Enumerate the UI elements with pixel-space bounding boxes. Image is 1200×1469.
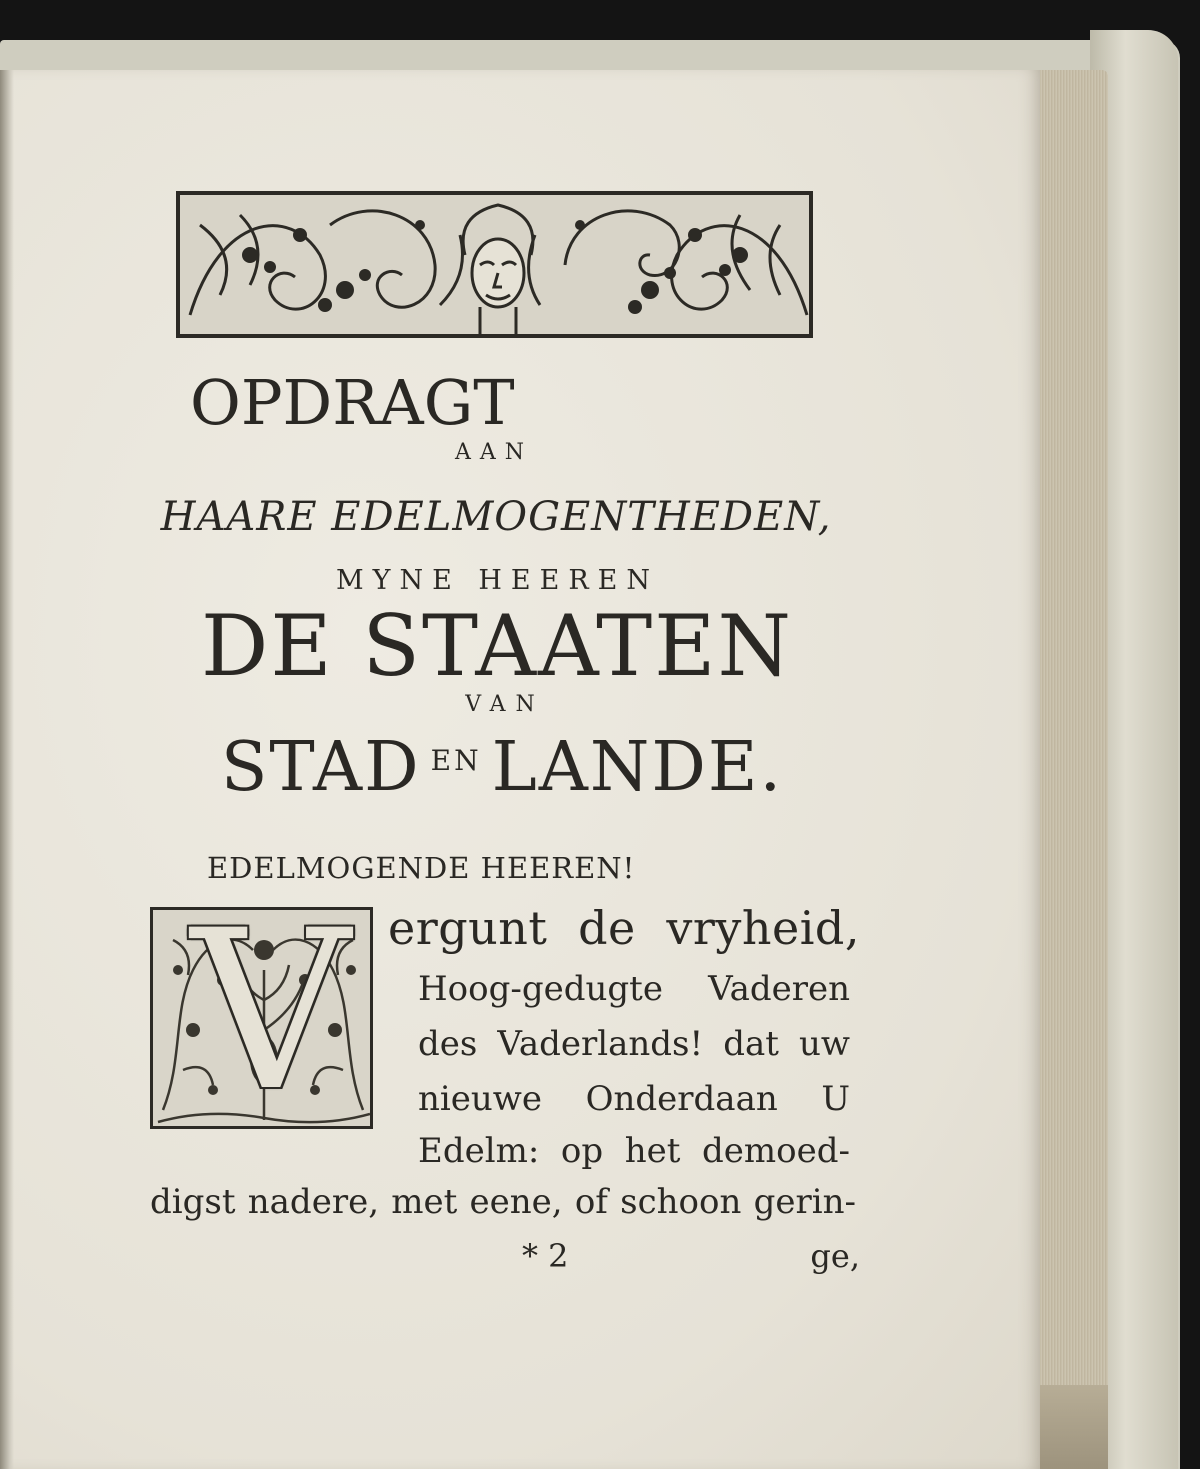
page-title: OPDRAGT [190, 366, 515, 439]
initial-letter: V [191, 907, 350, 1129]
salutation: EDELMOGENDE HEEREN! [207, 851, 636, 885]
body-line-1: ergunt de vryheid, [388, 901, 860, 955]
de-staaten-line: DE STAATEN [201, 597, 793, 695]
signature-mark: * 2 [522, 1237, 569, 1275]
decorated-initial [150, 907, 373, 1129]
body-line-4: nieuwe Onderdaan U [418, 1079, 850, 1119]
addressee-line: HAARE EDELMOGENTHEDEN, [160, 494, 832, 540]
body-line-5: Edelm: op het demoed- [418, 1131, 850, 1171]
body-line-6: digst nadere, met eene, of schoon gerin- [150, 1182, 856, 1222]
stad-en-lande-line [196, 720, 808, 809]
page-gutter [0, 70, 14, 1469]
page-edges-bottom [1030, 1385, 1108, 1469]
myne-heeren-line: MYNE HEEREN [335, 565, 659, 596]
stad-word: STAD [220, 728, 421, 807]
catchword: ge, [810, 1237, 860, 1275]
body-line-3: des Vaderlands! dat uw [418, 1024, 850, 1064]
body-line-2: Hoog-gedugte Vaderen [418, 969, 850, 1009]
van-line: VAN [465, 692, 545, 717]
headpiece-ornament [176, 191, 813, 338]
page-edges [1030, 70, 1108, 1390]
show-through-text [840, 230, 1030, 284]
en-word: EN [430, 744, 482, 777]
lande-word: LANDE. [491, 728, 784, 807]
to-line: AAN [454, 440, 534, 465]
mask-face [463, 205, 533, 337]
